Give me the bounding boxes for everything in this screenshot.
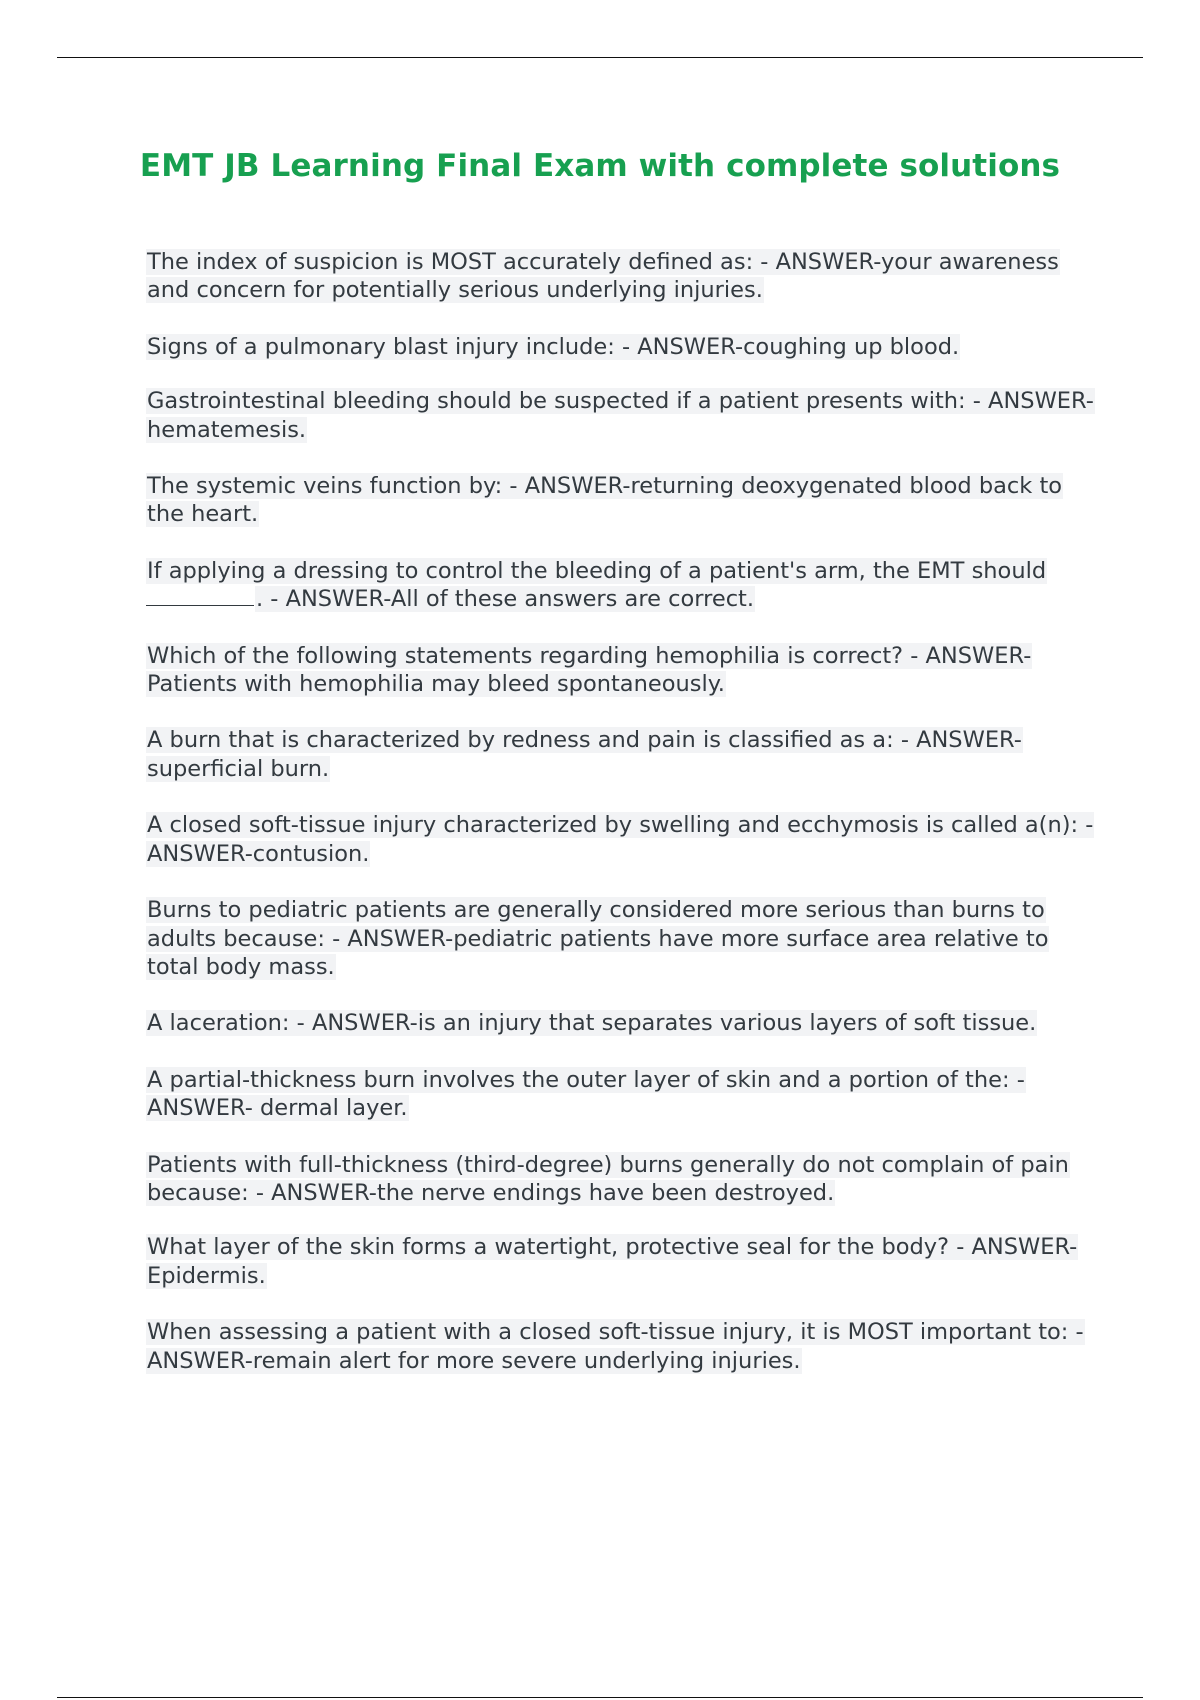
qa-text: A laceration: - ANSWER-is an injury that separates various layers of soft tissue.: [147, 1010, 1037, 1037]
qa-text: Gastrointestinal bleeding should be suspected if a patient presents with: - ANSWER- hematemesis.: [147, 388, 1094, 443]
qa-item-13: [146, 1233, 1106, 1290]
qa-text: The index of suspicion is MOST accurately defined as: - ANSWER-your awareness and concern for potentially serious underlying injuries.: [147, 249, 1059, 304]
qa-item-14: [146, 1318, 1106, 1375]
qa-text: Signs of a pulmonary blast injury include: - ANSWER-coughing up blood.: [147, 333, 960, 360]
fill-in-blank: [146, 587, 254, 606]
qa-item-10: [146, 1009, 1106, 1037]
qa-text: A closed soft-tissue injury characterized by swelling and ecchymosis is called a(n): - ANSWER-contusion.: [147, 812, 1094, 867]
qa-item-9: [146, 896, 1106, 981]
qa-text: What layer of the skin forms a watertight, protective seal for the body? - ANSWER- Epidermis.: [147, 1234, 1078, 1289]
qa-item-4: [146, 472, 1106, 529]
qa-item-3: [146, 387, 1106, 444]
qa-item-5: [146, 557, 1106, 614]
qa-text: The systemic veins function by: - ANSWER-returning deoxygenated blood back to the heart.: [147, 473, 1063, 528]
qa-text: If applying a dressing to control the bleeding of a patient's arm, the EMT should: [147, 557, 1047, 584]
top-rule: [57, 57, 1143, 58]
qa-text: . - ANSWER-All of these answers are correct.: [256, 586, 755, 613]
qa-text: Patients with full-thickness (third-degree) burns generally do not complain of pain because: - ANSWER-the nerve endings have been destroyed.: [147, 1151, 1069, 1206]
qa-item-11: [146, 1066, 1106, 1123]
qa-text: Which of the following statements regarding hemophilia is correct? - ANSWER-Patients with hemophilia may bleed spontaneously.: [147, 642, 1032, 698]
qa-text: When assessing a patient with a closed soft-tissue injury, it is MOST important to: - ANSWER-remain alert for more severe underlying injuries.: [147, 1319, 1084, 1374]
qa-item-12: [146, 1151, 1106, 1208]
qa-text: Burns to pediatric patients are generally considered more serious than burns to adults because: - ANSWER-pediatric patients have more surface area relative to total body mass.: [147, 897, 1049, 980]
qa-item-7: [146, 726, 1106, 783]
qa-list: [146, 248, 1106, 1403]
qa-item-1: [146, 248, 1106, 305]
qa-text: A burn that is characterized by redness and pain is classified as a: - ANSWER- superficial burn.: [147, 727, 1022, 782]
document-title: EMT JB Learning Final Exam with complete solutions: [139, 148, 1061, 184]
qa-item-6: [146, 642, 1106, 699]
qa-item-2: [146, 333, 1106, 361]
qa-text: A partial-thickness burn involves the outer layer of skin and a portion of the: - ANSWER- dermal layer.: [147, 1066, 1025, 1122]
bottom-rule: [57, 1697, 1143, 1698]
qa-item-8: [146, 811, 1106, 868]
